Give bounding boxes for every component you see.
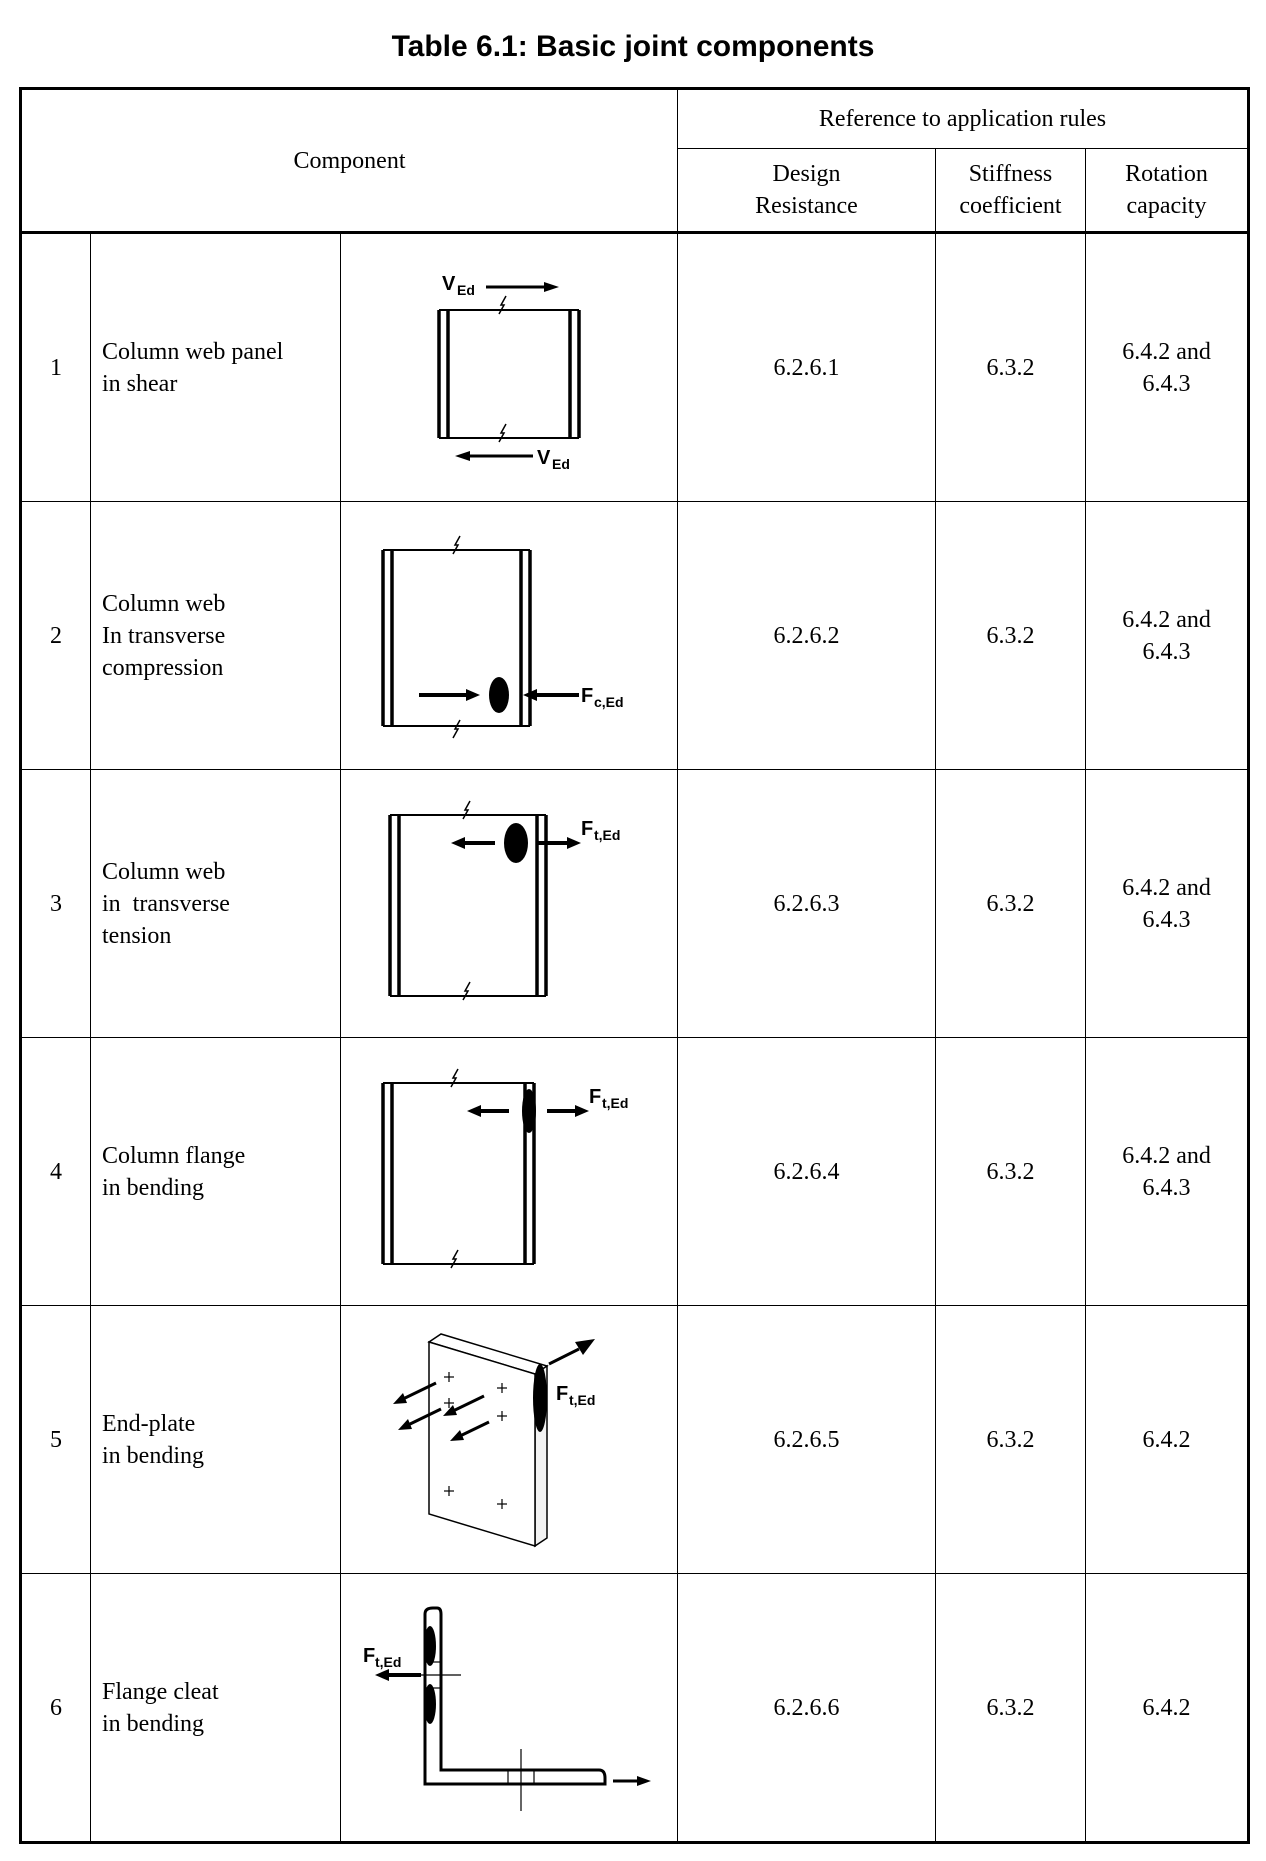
design-resistance-cell: 6.2.6.2	[678, 502, 936, 770]
column-web-compression-diagram	[341, 502, 678, 769]
row-number: 3	[21, 770, 91, 1038]
stiffness-coefficient-cell: 6.3.2	[936, 1038, 1086, 1306]
table-row	[21, 1038, 1249, 1306]
svg-text:Ed: Ed	[457, 282, 475, 298]
table-row	[21, 1574, 1249, 1843]
rotation-capacity-cell: 6.4.2	[1086, 1306, 1249, 1574]
component-figure	[341, 233, 678, 502]
table-row	[21, 502, 1249, 770]
header-component: Component	[21, 89, 678, 233]
table-row	[21, 770, 1249, 1038]
svg-text:t,Ed: t,Ed	[594, 827, 621, 843]
header-reference: Reference to application rules	[678, 89, 1249, 149]
table-row	[21, 233, 1249, 502]
design-resistance-cell: 6.2.6.1	[678, 233, 936, 502]
stiffness-coefficient-cell: 6.3.2	[936, 233, 1086, 502]
row-description: Column web In transverse compression	[91, 502, 341, 770]
row-number: 4	[21, 1038, 91, 1306]
svg-text:F: F	[589, 1086, 602, 1108]
svg-text:F: F	[581, 685, 594, 707]
column-web-panel-shear-diagram	[341, 234, 678, 501]
design-resistance-cell: 6.2.6.6	[678, 1574, 936, 1843]
design-resistance-cell: 6.2.6.3	[678, 770, 936, 1038]
svg-text:c,Ed: c,Ed	[594, 694, 624, 710]
row-description: Column flange in bending	[91, 1038, 341, 1306]
joint-components-table	[19, 87, 1250, 1844]
stiffness-coefficient-cell: 6.3.2	[936, 770, 1086, 1038]
table-title: Table 6.1: Basic joint components	[391, 30, 875, 63]
header-stiffness-coefficient: Stiffness coefficient	[936, 149, 1086, 233]
rotation-capacity-cell: 6.4.2 and 6.4.3	[1086, 770, 1249, 1038]
row-description: End-plate in bending	[91, 1306, 341, 1574]
component-figure	[341, 770, 678, 1038]
column-web-tension-diagram	[341, 770, 678, 1037]
svg-text:F: F	[556, 1383, 569, 1405]
svg-text:Ed: Ed	[552, 456, 570, 472]
svg-text:t,Ed: t,Ed	[602, 1095, 629, 1111]
row-description: Column web panel in shear	[91, 233, 341, 502]
svg-text:t,Ed: t,Ed	[375, 1654, 402, 1670]
row-number: 6	[21, 1574, 91, 1843]
component-figure	[341, 1038, 678, 1306]
rotation-capacity-cell: 6.4.2	[1086, 1574, 1249, 1843]
row-description: Column web in transverse tension	[91, 770, 341, 1038]
component-figure	[341, 502, 678, 770]
design-resistance-cell: 6.2.6.5	[678, 1306, 936, 1574]
row-number: 2	[21, 502, 91, 770]
row-number: 5	[21, 1306, 91, 1574]
row-number: 1	[21, 233, 91, 502]
stiffness-coefficient-cell: 6.3.2	[936, 1574, 1086, 1843]
svg-text:V: V	[537, 447, 551, 469]
svg-text:F: F	[581, 818, 594, 840]
stiffness-coefficient-cell: 6.3.2	[936, 502, 1086, 770]
flange-cleat-bending-diagram	[341, 1574, 678, 1841]
design-resistance-cell: 6.2.6.4	[678, 1038, 936, 1306]
stiffness-coefficient-cell: 6.3.2	[936, 1306, 1086, 1574]
header-rotation-capacity: Rotation capacity	[1086, 149, 1249, 233]
end-plate-bending-diagram	[341, 1306, 678, 1573]
table-row	[21, 1306, 1249, 1574]
column-flange-bending-diagram	[341, 1038, 678, 1305]
row-description: Flange cleat in bending	[91, 1574, 341, 1843]
rotation-capacity-cell: 6.4.2 and 6.4.3	[1086, 502, 1249, 770]
component-figure	[341, 1306, 678, 1574]
svg-text:t,Ed: t,Ed	[569, 1392, 596, 1408]
component-figure	[341, 1574, 678, 1843]
rotation-capacity-cell: 6.4.2 and 6.4.3	[1086, 1038, 1249, 1306]
svg-text:V: V	[442, 273, 456, 295]
header-design-resistance: Design Resistance	[678, 149, 936, 233]
rotation-capacity-cell: 6.4.2 and 6.4.3	[1086, 233, 1249, 502]
svg-text:F: F	[363, 1645, 376, 1667]
